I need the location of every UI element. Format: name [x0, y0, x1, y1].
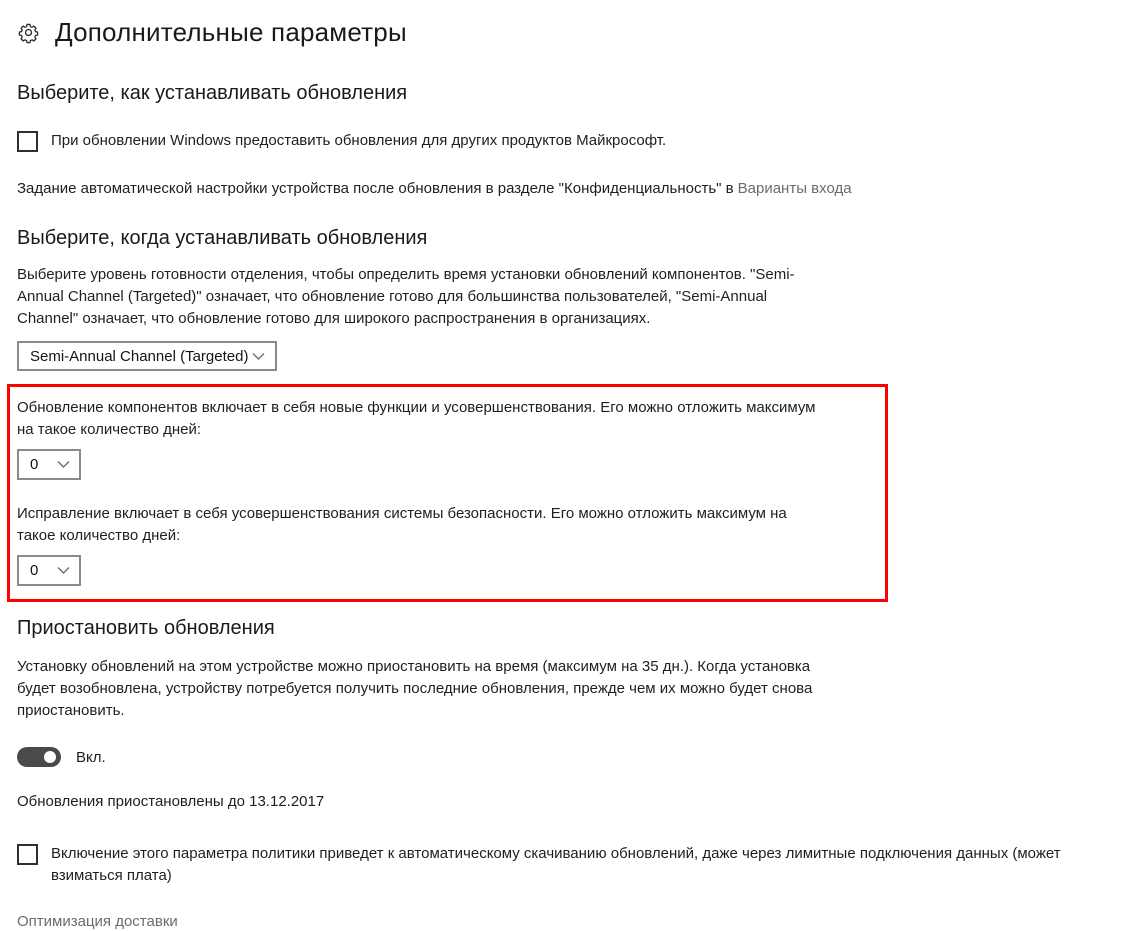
- section-heading-how-to-install: Выберите, как устанавливать обновления: [17, 82, 408, 104]
- channel-dropdown[interactable]: [17, 341, 277, 371]
- section-heading-pause-updates: Приостановить обновления: [17, 617, 275, 639]
- pause-toggle-state-label: Вкл.: [76, 748, 106, 766]
- page-header: [17, 0, 1122, 48]
- chevron-down-icon: [252, 352, 265, 361]
- other-products-checkbox-label: При обновлении Windows предоставить обновления для других продуктов Майкрософт.: [51, 132, 667, 149]
- sign-in-options-link[interactable]: Варианты входа: [737, 180, 852, 197]
- auto-download-policy-checkbox[interactable]: [17, 844, 38, 865]
- chevron-down-icon: [57, 460, 70, 469]
- pause-toggle-row: [17, 747, 1122, 767]
- auto-download-policy-label: Включение этого параметра политики приведет к автоматическому скачиванию обновлений, даже через лимитные подключения данных (может взиматься плата): [51, 845, 1061, 884]
- section-heading-when-to-install: Выберите, когда устанавливать обновления: [17, 227, 428, 249]
- toggle-knob: [44, 751, 56, 763]
- feature-updates-defer-text: Обновление компонентов включает в себя новые функции и усовершенствования. Его можно отложить максимум на такое количество дней:: [17, 399, 816, 438]
- gear-icon: [18, 22, 39, 43]
- privacy-settings-note: [17, 178, 877, 200]
- chevron-down-icon: [57, 566, 70, 575]
- other-products-checkbox[interactable]: [17, 131, 38, 152]
- pause-updates-description: Установку обновлений на этом устройстве можно приостановить на время (максимум на 35 дн.). Когда установка будет возобновлена, устройству потребуется получить последние обновления, прежде чем их можно будет снова приостановить.: [17, 658, 813, 719]
- branch-readiness-description: Выберите уровень готовности отделения, чтобы определить время установки обновлений компонентов. "Semi-Annual Channel (Targeted)" означает, что обновление готово для большинства пользователей, "Semi-Annual Channel" означает, что обновление готово для широкого распространения в организациях.: [17, 266, 795, 327]
- channel-dropdown-value: Semi-Annual Channel (Targeted): [30, 347, 249, 365]
- other-products-checkbox-row[interactable]: [17, 130, 1122, 152]
- pause-updates-toggle[interactable]: [17, 747, 61, 767]
- highlight-annotation-box: [7, 384, 888, 602]
- paused-until-text: Обновления приостановлены до 13.12.2017: [17, 793, 325, 810]
- feature-defer-days-value: 0: [30, 456, 39, 473]
- page-title: Дополнительные параметры: [55, 17, 407, 47]
- quality-defer-days-dropdown[interactable]: [17, 555, 81, 586]
- feature-defer-days-dropdown[interactable]: [17, 449, 81, 480]
- quality-updates-defer-text: Исправление включает в себя усовершенствования системы безопасности. Его можно отложить максимум на такое количество дней:: [17, 505, 787, 544]
- delivery-optimization-link[interactable]: Оптимизация доставки: [17, 913, 178, 930]
- privacy-note-text: Задание автоматической настройки устройства после обновления в разделе "Конфиденциальность" в: [17, 180, 734, 197]
- quality-defer-days-value: 0: [30, 562, 39, 579]
- auto-download-policy-checkbox-row[interactable]: [17, 843, 1122, 887]
